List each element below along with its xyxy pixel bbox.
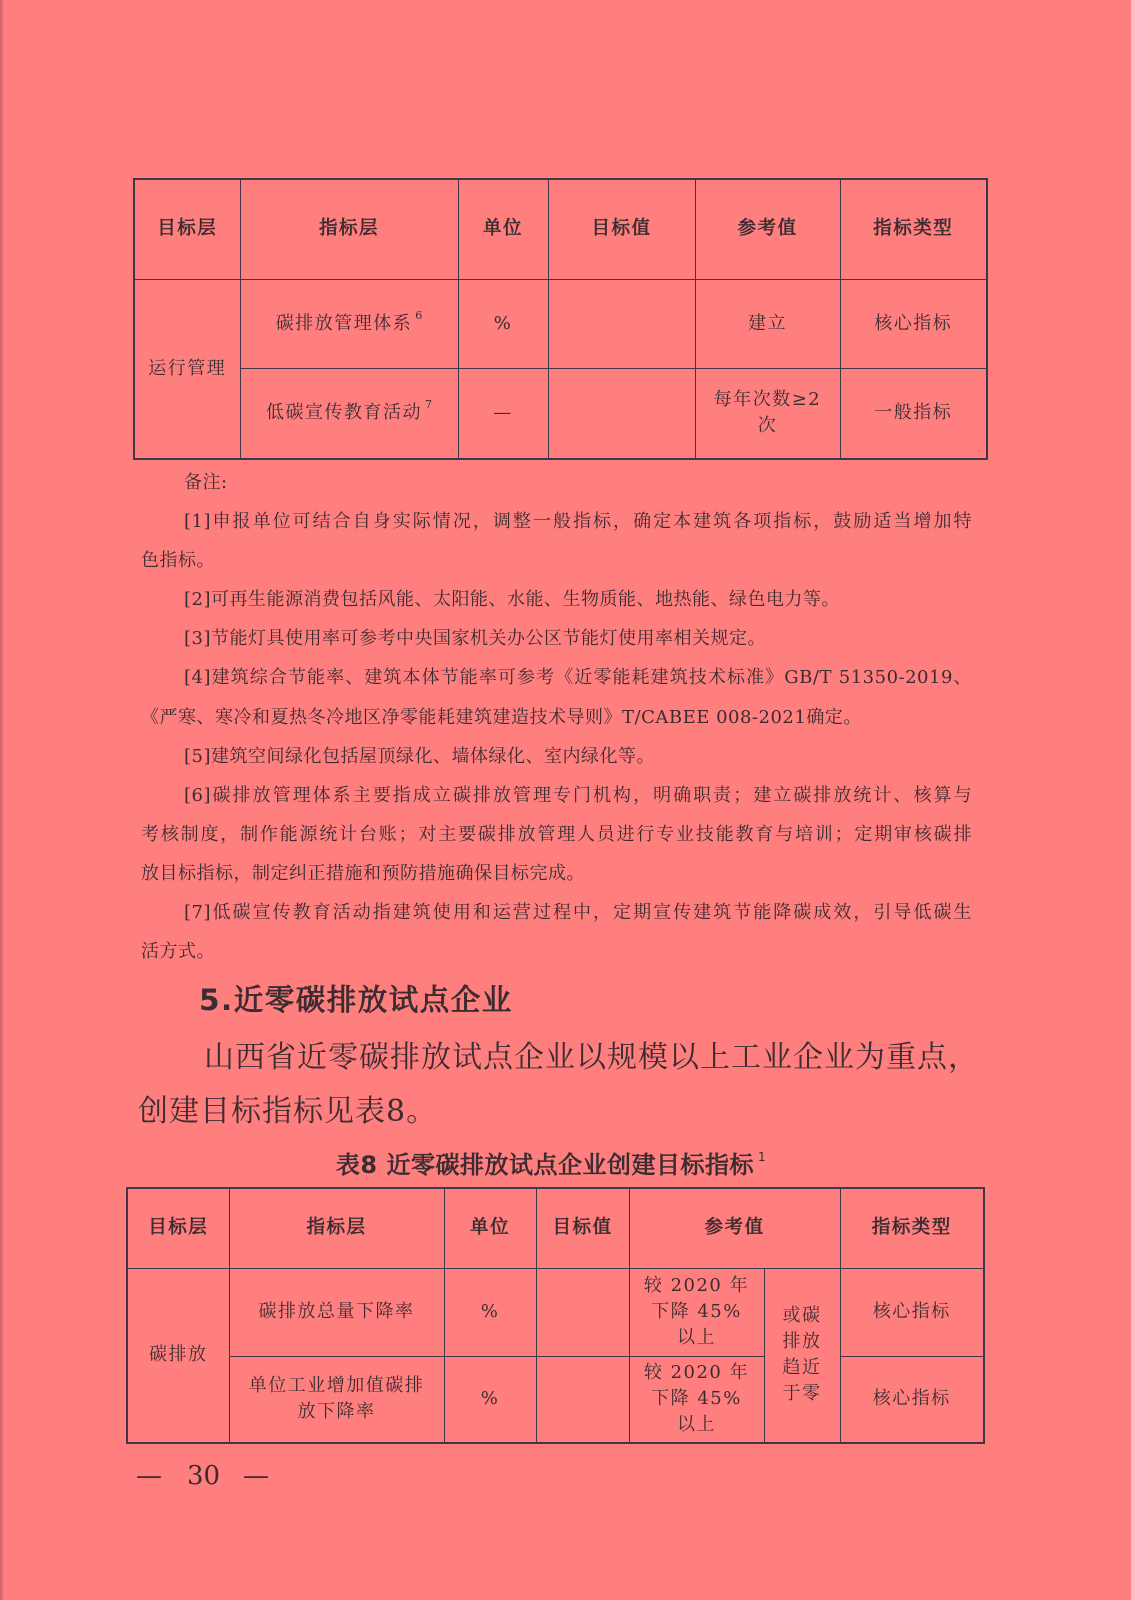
note-line: [3]节能灯具使用率可参考中央国家机关办公区节能灯使用率相关规定。	[184, 628, 766, 650]
header-unit: 单位	[444, 1188, 536, 1268]
note-line: [2]可再生能源消费包括风能、太阳能、水能、生物质能、地热能、绿色电力等。	[184, 589, 840, 611]
indicator-table-continued	[133, 178, 988, 460]
note-line: [6]碳排放管理体系主要指成立碳排放管理专门机构，明确职责；建立碳排放统计、核算与	[184, 784, 972, 806]
reference-value-cell: 较 2020 年下降 45%以上	[629, 1268, 764, 1356]
indicator-cell: 碳排放总量下降率	[229, 1268, 444, 1356]
indicator-label: 碳排放管理体系	[275, 312, 413, 334]
footnote-ref: 7	[425, 398, 432, 412]
header-target-value: 目标值	[548, 179, 695, 279]
table-row	[127, 1268, 984, 1356]
unit-cell: %	[444, 1268, 536, 1356]
note-line: [5]建筑空间绿化包括屋顶绿化、墙体绿化、室内绿化等。	[184, 745, 655, 767]
table-8	[126, 1187, 985, 1444]
paragraph-line: 创建目标指标见表8。	[138, 1094, 438, 1129]
indicator-type-cell: 核心指标	[840, 1356, 984, 1443]
indicator-cell	[240, 279, 458, 368]
header-reference-value: 参考值	[629, 1188, 840, 1268]
table-row	[134, 368, 987, 459]
footnote-ref: 6	[415, 308, 423, 322]
table-caption-text: 表8 近零碳排放试点企业创建目标指标	[335, 1151, 754, 1179]
footer-dash-right: —	[243, 1461, 269, 1491]
header-reference-value: 参考值	[695, 179, 840, 279]
reference-value-cell: 每年次数≥2次	[695, 368, 840, 459]
reference-value-cell: 建立	[695, 279, 840, 368]
header-indicator-type: 指标类型	[840, 1188, 984, 1268]
note-line: 考核制度，制作能源统计台账；对主要碳排放管理人员进行专业技能教育与培训；定期审核碳排	[141, 823, 972, 845]
table-row	[127, 1356, 984, 1443]
footer-dash-left: —	[136, 1461, 162, 1491]
header-indicator-layer: 指标层	[229, 1188, 444, 1268]
indicator-cell: 单位工业增加值碳排放下降率	[229, 1356, 444, 1443]
unit-cell: %	[444, 1356, 536, 1443]
scan-edge-shadow	[0, 0, 4, 1600]
section-paragraph	[138, 1031, 979, 1139]
indicator-label: 低碳宣传教育活动	[266, 402, 422, 424]
note-line: [7]低碳宣传教育活动指建筑使用和运营过程中，定期宣传建筑节能降碳成效，引导低碳生	[184, 902, 972, 924]
header-indicator-type: 指标类型	[840, 179, 987, 279]
shared-reference-cell: 或碳排放趋近于零	[764, 1268, 840, 1443]
unit-cell: —	[458, 368, 548, 459]
section-heading: 5.近零碳排放试点企业	[199, 983, 513, 1017]
indicator-type-cell: 核心指标	[840, 279, 987, 368]
footnote-ref: 1	[757, 1150, 767, 1164]
notes-section	[141, 463, 972, 971]
note-line: 活方式。	[141, 941, 215, 963]
target-value-cell	[548, 368, 695, 459]
unit-cell: %	[458, 279, 548, 368]
indicator-type-cell: 核心指标	[840, 1268, 984, 1356]
note-line: 《严寒、寒冷和夏热冬冷地区净零能耗建筑建造技术导则》T/CABEE 008-2021确定。	[141, 706, 862, 728]
note-line: [1]申报单位可结合自身实际情况，调整一般指标，确定本建筑各项指标，鼓励适当增加特	[184, 511, 972, 533]
table-header-row	[127, 1188, 984, 1268]
header-target-layer: 目标层	[134, 179, 240, 279]
table-caption	[126, 1148, 976, 1182]
note-line: 放目标指标，制定纠正措施和预防措施确保目标完成。	[141, 862, 585, 884]
header-target-layer: 目标层	[127, 1188, 229, 1268]
target-value-cell	[548, 279, 695, 368]
table-row	[134, 279, 987, 368]
header-target-value: 目标值	[536, 1188, 629, 1268]
indicator-type-cell: 一般指标	[840, 368, 987, 459]
target-value-cell	[536, 1356, 629, 1443]
header-unit: 单位	[458, 179, 548, 279]
notes-title: 备注:	[184, 472, 228, 493]
reference-value-cell: 较 2020 年下降 45%以上	[629, 1356, 764, 1443]
note-line: 色指标。	[141, 550, 215, 572]
paragraph-line: 山西省近零碳排放试点企业以规模以上工业企业为重点，	[204, 1040, 979, 1075]
header-indicator-layer: 指标层	[240, 179, 458, 279]
target-layer-cell: 碳排放	[127, 1268, 229, 1443]
page-number: 30	[187, 1461, 221, 1491]
indicator-cell	[240, 368, 458, 459]
note-line: [4]建筑综合节能率、建筑本体节能率可参考《近零能耗建筑技术标准》GB/T 51350-2019、	[184, 667, 972, 689]
table-header-row	[134, 179, 987, 279]
target-value-cell	[536, 1268, 629, 1356]
target-layer-cell: 运行管理	[134, 279, 240, 459]
